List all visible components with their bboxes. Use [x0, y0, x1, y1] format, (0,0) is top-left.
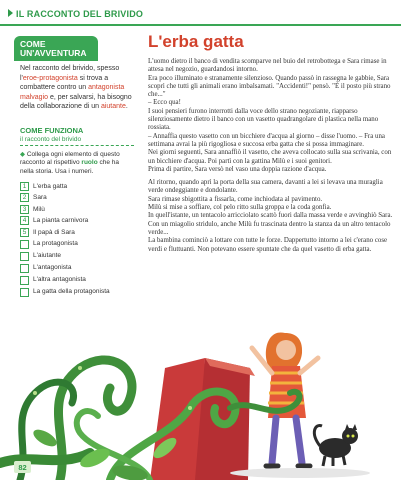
role-list	[20, 240, 134, 300]
number-box: 1	[20, 182, 29, 191]
girl-figure	[252, 332, 318, 466]
role-item: L'antagonista	[20, 264, 134, 276]
role-item: L'altra antagonista	[20, 276, 134, 288]
answer-box[interactable]	[20, 264, 29, 273]
number-box: 3	[20, 205, 29, 214]
function-subtitle: il racconto del brivido	[20, 136, 134, 146]
story-paragraph: Con un miagolio stridulo, anche Milù fu trascinata dentro la stanza da un altro tentacolo verde...	[148, 220, 391, 236]
list-item: 5 Il papà di Sara	[20, 226, 134, 238]
story-paragraph: L'uomo dietro il banco di vendita scomparve nel buio del retrobottega e Sara rimase in attesa nel negozio, guardandosi intorno.	[148, 58, 387, 74]
hero-term: eroe-protagonista	[22, 74, 78, 82]
cat-figure	[314, 424, 358, 466]
helper-term: aiutante	[100, 103, 126, 111]
role-item: La gatta della protagonista	[20, 288, 134, 300]
story-paragraph: I suoi pensieri furono interrotti dalla voce dello strano negoziante, riapparso silenziosamente dietro il banco con un vasetto quadrangolare di plastica nella mano rossiata.	[148, 107, 379, 132]
function-section	[14, 126, 134, 300]
sidebar-box-title: COME UN'AVVENTURA	[14, 36, 98, 61]
exercise-instruction: ◆ Collega ogni elemento di questo racconto al rispettivo ruolo che ha nella storia. Usa i numeri.	[20, 150, 120, 175]
story-column	[148, 32, 393, 254]
numbered-list	[20, 180, 134, 238]
story-paragraph: Sara rimase sbigottita a fissarla, come inchiodata al pavimento.	[148, 195, 323, 203]
plant-leaf	[31, 426, 60, 449]
story-title: L'erba gatta	[148, 32, 244, 51]
role-item: L'aiutante	[20, 252, 134, 264]
number-box: 5	[20, 228, 29, 237]
answer-box[interactable]	[20, 276, 29, 285]
answer-box[interactable]	[20, 240, 29, 249]
answer-box[interactable]	[20, 288, 29, 297]
bullet-icon: ◆	[20, 150, 25, 158]
story-paragraph: Milù si mise a soffiare, col pelo ritto sulla groppa e la coda gonfia.	[148, 204, 332, 212]
list-item: 2 Sara	[20, 192, 134, 204]
story-paragraph: – Ecco qua!	[148, 99, 181, 107]
function-title: COME FUNZIONA	[20, 125, 84, 135]
section-header	[0, 0, 401, 26]
plant-dot	[33, 391, 37, 395]
header-divider	[0, 24, 401, 26]
list-item: 4 La pianta carnivora	[20, 215, 134, 227]
story-paragraph: Era poco illuminato e stranamente silenzioso. Quando passò in rassegna le gabbie, Sara scoprì che tutti gli animali erano imbalsamati. "Accidenti!" pensò. "È il posto più strano che..."	[148, 74, 391, 99]
story-paragraph: – Annaffia questo vasetto con un bicchiere d'acqua al giorno – disse l'uomo. – Fra una settimana avrai la più rigogliosa e succosa erba gatta che si possa immaginare.	[148, 132, 385, 148]
page-number: 82	[14, 461, 31, 473]
number-box: 4	[20, 216, 29, 225]
story-paragraph: In quell'istante, un tentacolo arricciolato scattò fuori dalla massa verde e avvinghiò Sara.	[148, 212, 393, 220]
role-item: La protagonista	[20, 240, 134, 252]
number-box: 2	[20, 193, 29, 202]
story-paragraph: Prima di partire, Sara versò nel vaso una doppia razione d'acqua.	[148, 165, 327, 173]
plant-dot	[78, 366, 82, 370]
story-paragraph: Al ritorno, quando aprì la porta della sua camera, davanti a lei si levava una muraglia verde ondeggiante e dondolante.	[148, 179, 383, 195]
answer-box[interactable]	[20, 252, 29, 261]
sidebar	[14, 36, 134, 300]
sidebar-intro: Nel racconto del brivido, spesso l'eroe-protagonista si trova a combattere contro un antagonista malvagio e, per salvarsi, ha bisogno della collaborazione di un aiutante.	[20, 65, 132, 111]
floor-shadow	[230, 468, 370, 478]
story-paragraph: Nei giorni seguenti, Sara annaffiò il vasetto, che aveva collocato sulla sua scrivania, con un bicchiere d'acqua. Poi partì con la gattina Milù e i suoi genitori.	[148, 149, 392, 165]
story-paragraph: La bambina cominciò a lottare con tutte le forze. Dappertutto intorno a lei c'erano cose verdi e fluttuanti. Non potevano essere spuntate che da quel vasetto di erba gatta.	[148, 237, 388, 253]
section-title: IL RACCONTO DEL BRIVIDO	[8, 9, 143, 19]
list-item: 1 L'erba gatta	[20, 180, 134, 192]
list-item: 3 Milù	[20, 203, 134, 215]
antagonist-term: antagonista malvagio	[20, 84, 125, 101]
plant-dot	[188, 406, 192, 410]
